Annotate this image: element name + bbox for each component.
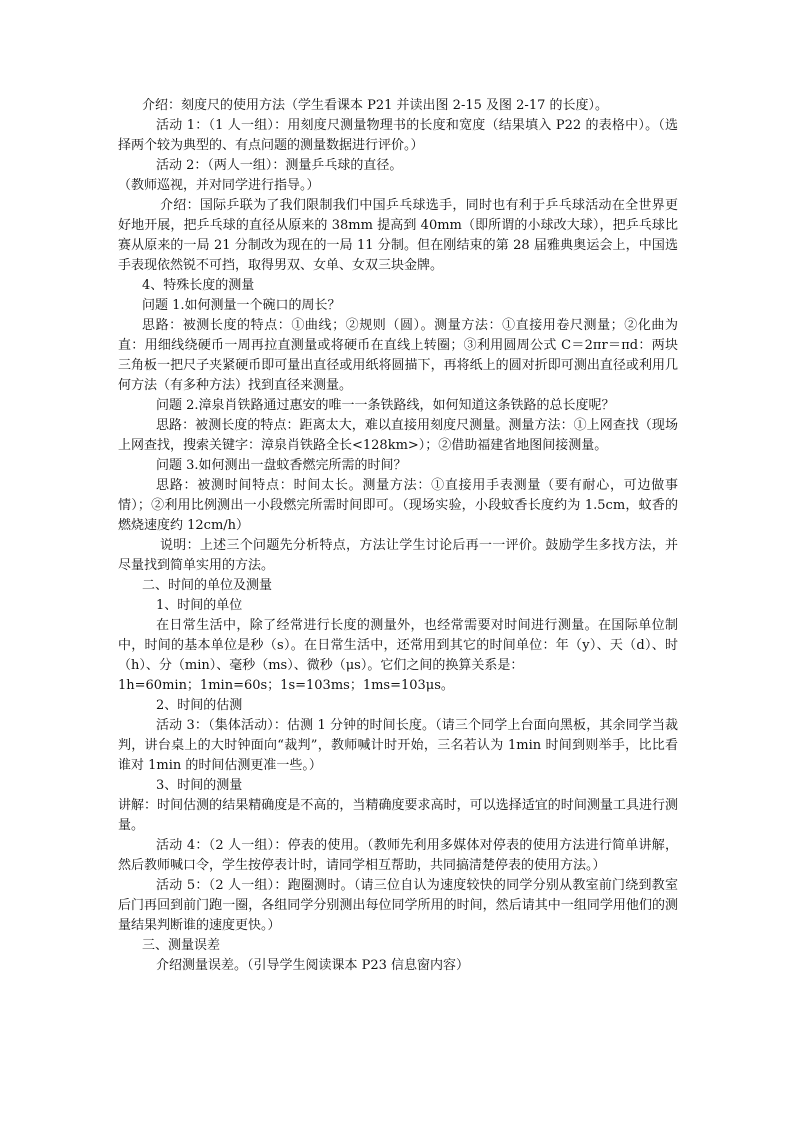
paragraph: 活动 5：（2 人一组）：跑圈测时。（请三位自认为速度较快的同学分别从教室前门绕到教室后门再回到前门跑一圈，各组同学分别测出每位同学所用的时间，然后请其中一组同学用他们的测量结果判断谁的速度更快。） [118, 878, 678, 933]
paragraph: 在日常生活中，除了经常进行长度的测量外，也经常需要对时间进行测量。在国际单位制中，时间的基本单位是秒（s）。在日常生活中，还常用到其它的时间单位：年（y）、天（d）、时（h）、分（min）、毫秒（ms）、微秒（μs）。它们之间的换算关系是： [118, 618, 678, 673]
paragraph: 1h=60min；1min=60s；1s=103ms；1ms=103μs。 [118, 678, 454, 693]
paragraph: 活动 2：（两人一组）：测量乒乓球的直径。 [156, 158, 403, 173]
paragraph: 思路：被测时间特点：时间太长。测量方法：①直接用手表测量（要有耐心，可边做事情）；②利用比例测出一小段燃完所需时间即可。（现场实验，小段蚊香长度约为 1.5cm，蚊香的燃烧速度约 12cm/h） [118, 478, 678, 533]
question: 问题 3.如何测出一盘蚊香燃完所需的时间？ [156, 458, 407, 473]
subsection-heading: 2、时间的估测 [156, 698, 243, 713]
section-heading: 4、特殊长度的测量 [142, 278, 255, 293]
paragraph: 介绍：国际乒联为了我们限制我们中国乒乓球选手，同时也有利于乒乓球活动在全世界更好地开展，把乒乓球的直径从原来的 38mm 提高到 40mm（即所谓的小球改大球），把乒乓球比赛从原来的一局 21 分制改为现在的一局 11 分制。但在刚结束的第 28 届雅典奥运会上，中国选手表现依然锐不可挡，取得男双、女单、女双三块金牌。 [118, 198, 678, 273]
subsection-heading: 1、时间的单位 [156, 598, 243, 613]
section-heading: 二、时间的单位及测量 [142, 578, 273, 593]
paragraph: 活动 1：（1 人一组）：用刻度尺测量物理书的长度和宽度（结果填入 P22 的表格中）。（选择两个较为典型的、有点问题的测量数据进行评价。） [118, 118, 678, 153]
paragraph: 说明：上述三个问题先分析特点，方法让学生讨论后再一一评价。鼓励学生多找方法，并尽量找到简单实用的方法。 [118, 538, 678, 573]
paragraph: 介绍测量误差。（引导学生阅读课本 P23 信息窗内容） [156, 958, 470, 973]
paragraph: 活动 3：（集体活动）：估测 1 分钟的时间长度。（请三个同学上台面向黑板，其余同学当裁判，讲台桌上的大时钟面向“裁判”，教师喊计时开始，三名若认为 1min 时间到则举手，比比看谁对 1min 的时间估测更准一些。） [118, 718, 678, 773]
question: 问题 1.如何测量一个碗口的周长？ [142, 298, 341, 313]
paragraph: 思路：被测长度的特点：①曲线；②规则（圆）。测量方法：①直接用卷尺测量；②化曲为直：用细线绕硬币一周再拉直测量或将硬币在直线上转圈；③利用圆周公式 C＝2πr＝πd：两块三角板一把尺子夹紧硬币即可量出直径或用纸将圆描下，再将纸上的圆对折即可测出直径或利用几何方法（有多种方法）找到直径来测量。 [118, 318, 678, 393]
subsection-heading: 3、时间的测量 [156, 778, 243, 793]
paragraph: 思路：被测长度的特点：距离太大，难以直接用刻度尺测量。测量方法：①上网查找（现场上网查找，搜索关键字：漳泉肖铁路全长<128km>）；②借助福建省地图间接测量。 [118, 418, 678, 453]
question: 问题 2.漳泉肖铁路通过惠安的唯一一条铁路线，如何知道这条铁路的总长度呢？ [156, 398, 615, 413]
paragraph: （教师巡视，并对同学进行指导。） [118, 178, 320, 193]
paragraph: 活动 4：（2 人一组）：停表的使用。（教师先利用多媒体对停表的使用方法进行简单讲解，然后教师喊口令，学生按停表计时，请同学相互帮助，共同搞清楚停表的使用方法。） [118, 838, 678, 873]
paragraph: 讲解：时间估测的结果精确度是不高的，当精确度要求高时，可以选择适宜的时间测量工具进行测量。 [118, 798, 678, 833]
section-heading: 三、测量误差 [142, 938, 221, 953]
paragraph: 介绍：刻度尺的使用方法（学生看课本 P21 并读出图 2-15 及图 2-17 的长度）。 [142, 98, 608, 113]
document-body [118, 96, 678, 976]
